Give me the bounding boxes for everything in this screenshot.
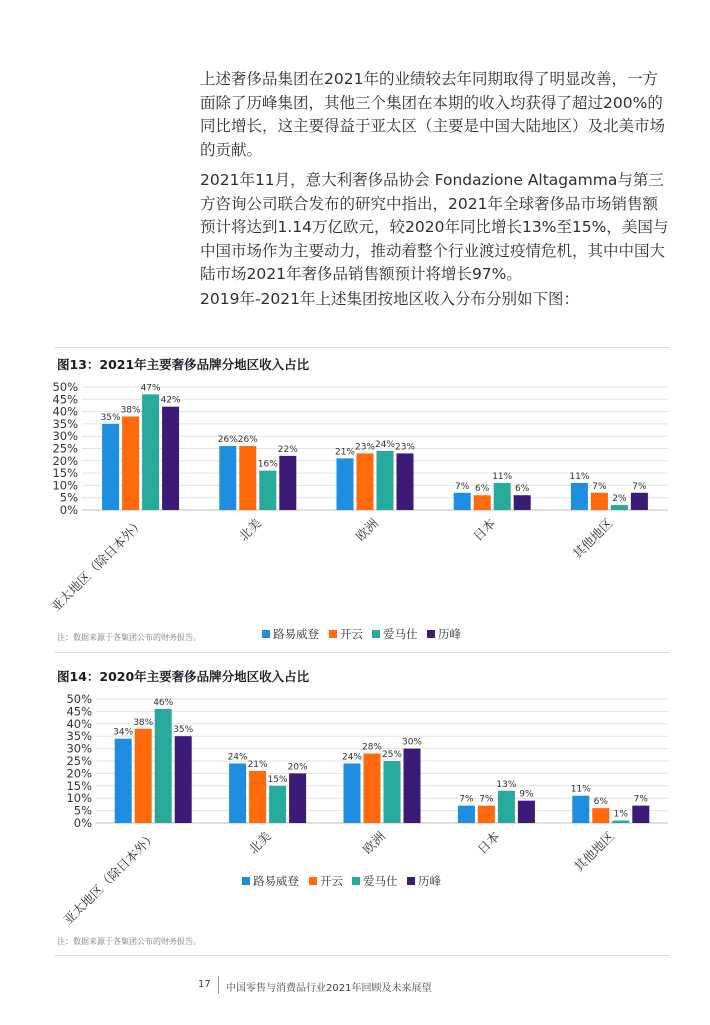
x-tick-label: 欧洲 xyxy=(359,828,389,857)
data-label: 26% xyxy=(237,435,258,446)
footer-divider xyxy=(218,976,219,994)
legend-swatch xyxy=(352,877,360,885)
bar xyxy=(337,458,354,510)
bar xyxy=(239,446,256,510)
legend-swatch xyxy=(372,630,380,638)
data-label: 15% xyxy=(267,774,288,785)
bar xyxy=(612,821,629,823)
legend-label: 路易威登 xyxy=(253,874,299,888)
bar xyxy=(364,754,381,823)
y-tick-label: 30% xyxy=(66,741,92,756)
chart-figure-14 xyxy=(0,682,710,932)
data-label: 16% xyxy=(257,459,278,470)
bar xyxy=(229,763,246,823)
y-tick-label: 0% xyxy=(59,503,78,517)
data-label: 47% xyxy=(140,383,161,394)
bar xyxy=(397,453,414,510)
bar xyxy=(592,808,609,823)
bar xyxy=(631,493,648,510)
bar xyxy=(611,505,628,510)
bar xyxy=(384,761,401,823)
bar xyxy=(279,456,296,510)
data-label: 24% xyxy=(227,752,248,763)
bar xyxy=(142,394,159,510)
y-tick-label: 25% xyxy=(52,441,78,456)
y-tick-label: 25% xyxy=(66,754,92,768)
legend-label: 路易威登 xyxy=(273,627,319,641)
x-tick-label: 其他地区 xyxy=(570,828,617,875)
x-tick-label: 欧洲 xyxy=(352,515,382,544)
bar xyxy=(357,453,374,510)
y-tick-label: 0% xyxy=(73,816,92,830)
data-label: 7% xyxy=(592,481,607,492)
figure-bottom-rule xyxy=(55,652,670,653)
data-label: 30% xyxy=(401,737,423,748)
data-label: 35% xyxy=(173,725,194,736)
y-tick-label: 15% xyxy=(66,778,92,793)
legend-label: 开云 xyxy=(340,627,363,641)
data-label: 34% xyxy=(113,727,134,738)
legend-swatch xyxy=(427,630,435,638)
bar xyxy=(122,417,139,510)
legend-label: 历峰 xyxy=(438,627,461,641)
y-tick-label: 5% xyxy=(59,490,78,505)
data-label: 1% xyxy=(613,809,628,820)
legend-label: 历峰 xyxy=(418,874,441,888)
data-label: 38% xyxy=(120,405,141,416)
x-tick-label: 日本 xyxy=(474,828,503,857)
bar xyxy=(175,736,192,823)
bar xyxy=(494,483,511,510)
y-tick-label: 45% xyxy=(52,392,78,407)
chart-figure-13 xyxy=(0,370,710,660)
y-tick-label: 15% xyxy=(52,466,78,481)
x-tick-label: 亚太地区（除日本外） xyxy=(47,515,147,615)
bar xyxy=(572,796,589,823)
y-tick-label: 35% xyxy=(52,416,78,431)
figure-note: 注：数据来源于各集团公布的财务报告。 xyxy=(57,937,201,946)
legend-swatch xyxy=(242,877,250,885)
y-tick-label: 10% xyxy=(52,478,78,493)
legend-swatch xyxy=(262,630,270,638)
bar xyxy=(474,495,491,510)
paragraph-3: 2019年-2021年上述集团按地区收入分布分别如下图： xyxy=(200,290,579,308)
data-label: 42% xyxy=(160,395,181,406)
data-label: 6% xyxy=(593,797,608,808)
data-label: 24% xyxy=(374,439,396,450)
y-tick-label: 5% xyxy=(73,803,92,818)
bar xyxy=(377,451,394,510)
data-label: 6% xyxy=(515,484,530,495)
x-tick-label: 亚太地区（除日本外） xyxy=(60,828,160,928)
data-label: 26% xyxy=(217,435,238,446)
bar xyxy=(632,806,649,823)
paragraph-2: 2021年11月，意大利奢侈品协会 Fondazione Altagamma与第三方咨询公司联合发布的研究中指出，2021年全球奢侈品市场销售额预计将达到1.14万亿欧元，较2020年同比增长13%至15%，美国与中国市场作为主要动力，推动着整个行业渡过疫情危机，其中中国大陆市场2021年奢侈品销售额预计将增长97%。 xyxy=(200,171,669,283)
bar xyxy=(498,791,515,823)
bar xyxy=(219,446,236,510)
data-label: 21% xyxy=(247,759,268,770)
bar xyxy=(518,801,535,823)
data-label: 28% xyxy=(361,742,383,753)
data-label: 22% xyxy=(277,444,298,455)
bar xyxy=(155,709,172,823)
data-label: 13% xyxy=(496,779,517,790)
data-label: 25% xyxy=(381,750,403,760)
y-tick-label: 50% xyxy=(66,692,92,706)
bar xyxy=(591,493,608,510)
legend-swatch xyxy=(407,877,415,885)
y-tick-label: 10% xyxy=(66,791,92,806)
bar xyxy=(478,806,495,823)
bar xyxy=(571,483,588,510)
x-tick-label: 日本 xyxy=(470,515,499,544)
bar xyxy=(162,407,179,510)
data-label: 23% xyxy=(354,442,376,453)
bar xyxy=(458,806,475,823)
data-label: 7% xyxy=(455,481,470,492)
data-label: 7% xyxy=(632,481,647,492)
bar xyxy=(269,786,286,823)
x-tick-label: 北美 xyxy=(245,828,274,857)
data-label: 9% xyxy=(519,789,534,800)
legend-label: 爱马仕 xyxy=(383,627,418,641)
data-label: 23% xyxy=(394,442,416,453)
y-tick-label: 50% xyxy=(52,380,78,394)
data-label: 46% xyxy=(153,697,174,708)
y-tick-label: 35% xyxy=(66,729,92,744)
bar xyxy=(115,739,132,823)
y-tick-label: 45% xyxy=(66,704,92,719)
legend-swatch xyxy=(309,877,317,885)
x-tick-label: 北美 xyxy=(235,515,264,544)
data-label: 11% xyxy=(569,471,590,482)
bar xyxy=(135,729,152,823)
data-label: 38% xyxy=(133,717,154,728)
data-label: 24% xyxy=(341,752,363,763)
legend-label: 爱马仕 xyxy=(363,874,398,888)
figure-title: 图14：2020年主要奢侈品牌分地区收入占比 xyxy=(57,669,310,684)
data-label: 11% xyxy=(570,784,591,795)
figure-bottom-rule xyxy=(55,955,670,956)
y-tick-label: 20% xyxy=(66,766,92,781)
bar xyxy=(454,493,471,510)
data-label: 7% xyxy=(459,794,474,805)
paragraph-1: 上述奢侈品集团在2021年的业绩较去年同期取得了明显改善，一方面除了历峰集团，其他三个集团在本期的收入均获得了超过200%的同比增长，这主要得益于亚太区（主要是中国大陆地区）及北美市场的贡献。 xyxy=(200,70,666,159)
page-number: 17 xyxy=(198,979,211,990)
figure-note: 注：数据来源于各集团公布的财务报告。 xyxy=(57,633,201,642)
data-label: 7% xyxy=(633,794,648,805)
y-tick-label: 30% xyxy=(52,429,78,444)
legend-swatch xyxy=(329,630,337,638)
data-label: 11% xyxy=(492,471,513,482)
legend-label: 开云 xyxy=(320,874,343,888)
y-tick-label: 40% xyxy=(52,404,78,419)
data-label: 20% xyxy=(287,762,308,773)
bar xyxy=(404,749,421,823)
x-tick-label: 其他地区 xyxy=(569,515,616,562)
data-label: 7% xyxy=(479,794,494,805)
footer-title: 中国零售与消费品行业2021年回顾及未来展望 xyxy=(226,983,432,994)
figure-top-rule xyxy=(55,347,670,348)
bar xyxy=(344,763,361,823)
data-label: 6% xyxy=(475,484,490,495)
data-label: 2% xyxy=(612,494,627,505)
y-tick-label: 40% xyxy=(66,716,92,731)
page-footer xyxy=(0,976,710,998)
bar xyxy=(259,471,276,510)
data-label: 21% xyxy=(334,447,356,458)
y-tick-label: 20% xyxy=(52,453,78,468)
figure-title: 图13：2021年主要奢侈品牌分地区收入占比 xyxy=(57,357,310,372)
bar xyxy=(514,495,531,510)
bar xyxy=(102,424,119,510)
bar xyxy=(289,773,306,823)
data-label: 35% xyxy=(100,412,121,423)
bar xyxy=(249,771,266,823)
